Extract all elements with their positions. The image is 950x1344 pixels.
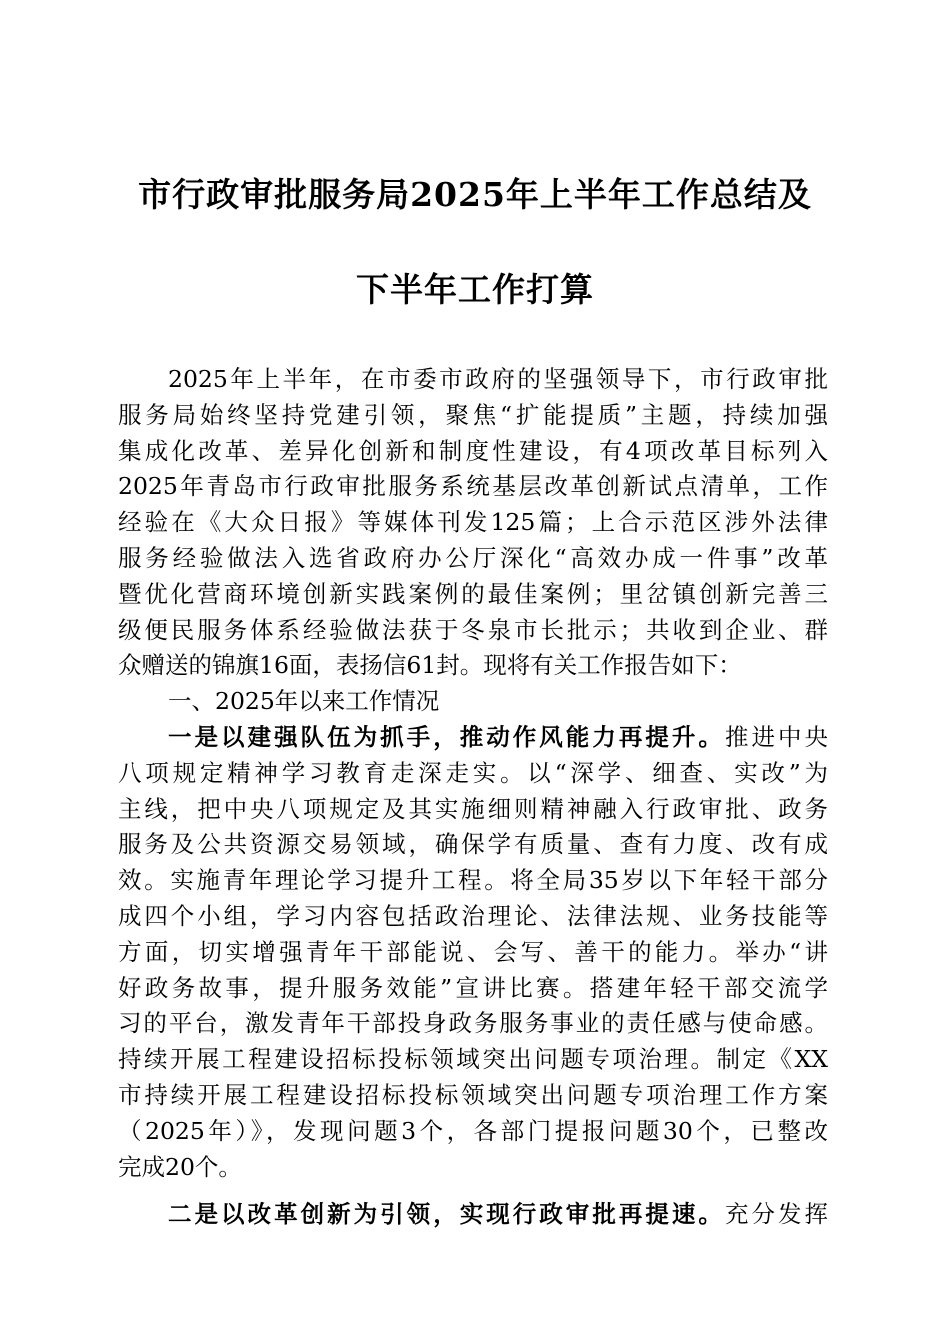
- section-heading: 一、2025年以来工作情况: [168, 687, 440, 716]
- intro-line: 暨优化营商环境创新实践案例的最佳案例；里岔镇创新完善三: [118, 579, 828, 608]
- paragraph-line: 完成20个。: [118, 1152, 242, 1181]
- intro-line: 众赠送的锦旗16面，表扬信61封。现将有关工作报告如下：: [118, 651, 742, 680]
- intro-line: 级便民服务体系经验做法获于冬泉市长批示；共收到企业、群: [118, 615, 828, 644]
- document-body: [118, 362, 828, 1233]
- paragraph-2-lead: 二是以改革创新为引领，实现行政审批再提速。: [168, 1200, 725, 1229]
- intro-line: 经验在《大众日报》等媒体刊发125篇；上合示范区涉外法律: [118, 508, 828, 537]
- paragraph-line: 方面，切实增强青年干部能说、会写、善干的能力。举办“讲: [118, 937, 828, 966]
- paragraph-line: 好政务故事，提升服务效能”宣讲比赛。搭建年轻干部交流学: [118, 973, 828, 1002]
- intro-line: 服务经验做法入选省政府办公厅深化“高效办成一件事”改革: [118, 543, 828, 572]
- paragraph-line: 习的平台，激发青年干部投身政务服务事业的责任感与使命感。: [118, 1009, 828, 1038]
- paragraph-2-lead-rest: 充分发挥: [724, 1200, 828, 1229]
- paragraph-line: 成四个小组，学习内容包括政治理论、法律法规、业务技能等: [118, 901, 828, 930]
- paragraph-1-first-line: [118, 720, 828, 756]
- intro-line: 集成化改革、差异化创新和制度性建设，有4项改革目标列入: [118, 436, 828, 465]
- paragraph-line: 效。实施青年理论学习提升工程。将全局35岁以下年轻干部分: [118, 866, 828, 895]
- intro-line: 2025年青岛市行政审批服务系统基层改革创新试点清单，工作: [118, 472, 828, 501]
- paragraph-line: 八项规定精神学习教育走深走实。以“深学、细查、实改”为: [118, 758, 828, 787]
- paragraph-line: 市持续开展工程建设招标投标领域突出问题专项治理工作方案: [118, 1080, 828, 1109]
- intro-line: 2025年上半年，在市委市政府的坚强领导下，市行政审批: [168, 365, 828, 393]
- paragraph-2: [118, 1197, 828, 1233]
- paragraph-2-first-line: [118, 1197, 828, 1233]
- document-title-line-2: 下半年工作打算: [356, 270, 594, 309]
- paragraph-1-lead-rest: 推进中央: [724, 722, 828, 751]
- paragraph-line: 服务及公共资源交易领域，确保学有质量、查有力度、改有成: [118, 830, 828, 859]
- paragraph-line: （2025年）》，发现问题3个，各部门提报问题30个，已整改: [118, 1116, 828, 1145]
- intro-paragraph: [118, 362, 828, 684]
- paragraph-line: 主线，把中央八项规定及其实施细则精神融入行政审批、政务: [118, 794, 828, 823]
- paragraph-1: [118, 720, 828, 1185]
- paragraph-1-lead: 一是以建强队伍为抓手，推动作风能力再提升。: [168, 722, 725, 751]
- document-title-line-1: 市行政审批服务局2025年上半年工作总结及: [138, 175, 812, 214]
- paragraph-line: 持续开展工程建设招标投标领域突出问题专项治理。制定《XX: [118, 1045, 828, 1074]
- intro-line: 服务局始终坚持党建引领，聚焦“扩能提质”主题，持续加强: [118, 400, 828, 429]
